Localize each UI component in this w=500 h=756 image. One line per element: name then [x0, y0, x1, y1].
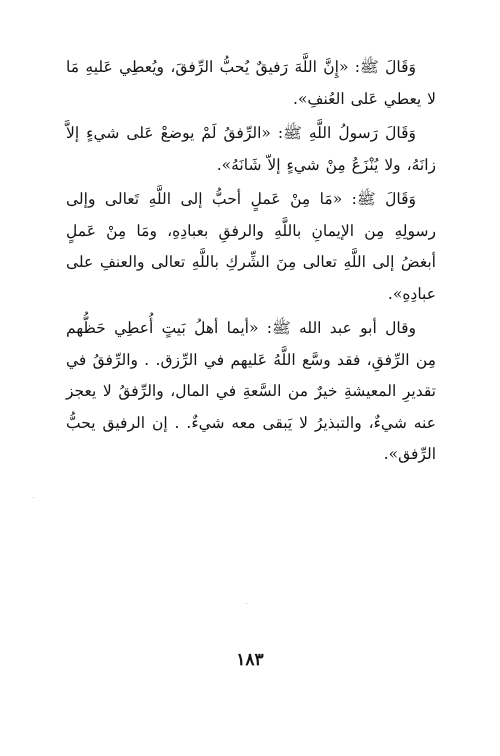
hadith-paragraph-2: وَقَالَ رَسولُ اللَّهِ ﷺ: «الرِّفقُ لَمْ يوضعْ عَلى شيءٍ إلاَّ زانَهُ، ولا يُنْزَعُ مِنْ شيءٍ إلاّ شَانَهُ». [66, 124, 436, 174]
hadith-paragraph-1: وَقَالَ ﷺ: «إِنَّ اللَّهَ رَفيقٌ يُحبُّ الرِّفقَ، ويُعطِي عَليهِ مَا لا يعطي عَلى العُنفِ». [66, 58, 436, 108]
scan-speck [246, 603, 247, 604]
page-number: ١٨٣ [236, 650, 264, 670]
body-text [66, 52, 436, 474]
hadith-paragraph-4: وقال أبو عبد الله ﷺ: «أيما أهلُ بَيتٍ أُعطِي حَظُّهم مِن الرِّفقِ، فقد وسَّع اللَّهُ عَليهم في الرِّزق. . والرِّفقُ في تقديرِ المعيشةِ خيرٌ من السَّعةِ في المال، والرِّفقُ لا يعجز عنه شيءٌ، والتبذيرُ لا يَبقى معه شيءٌ. . إن الرفيق يحبُّ الرِّفق». [66, 319, 436, 463]
hadith-paragraph-3: وَقَالَ ﷺ: «مَا مِنْ عَملٍ أحبُّ إلى اللَّهِ تَعالى وإلى رسولِهِ مِن الإيمانِ باللَّهِ والرفقِ بعبادِهِ، ومَا مِنْ عَملٍ أبغضُ إلى اللَّهِ تعالى مِنَ الشِّركِ باللَّهِ تعالى والعنفِ على عبادِهِ». [66, 190, 436, 303]
scan-speck [33, 497, 34, 498]
